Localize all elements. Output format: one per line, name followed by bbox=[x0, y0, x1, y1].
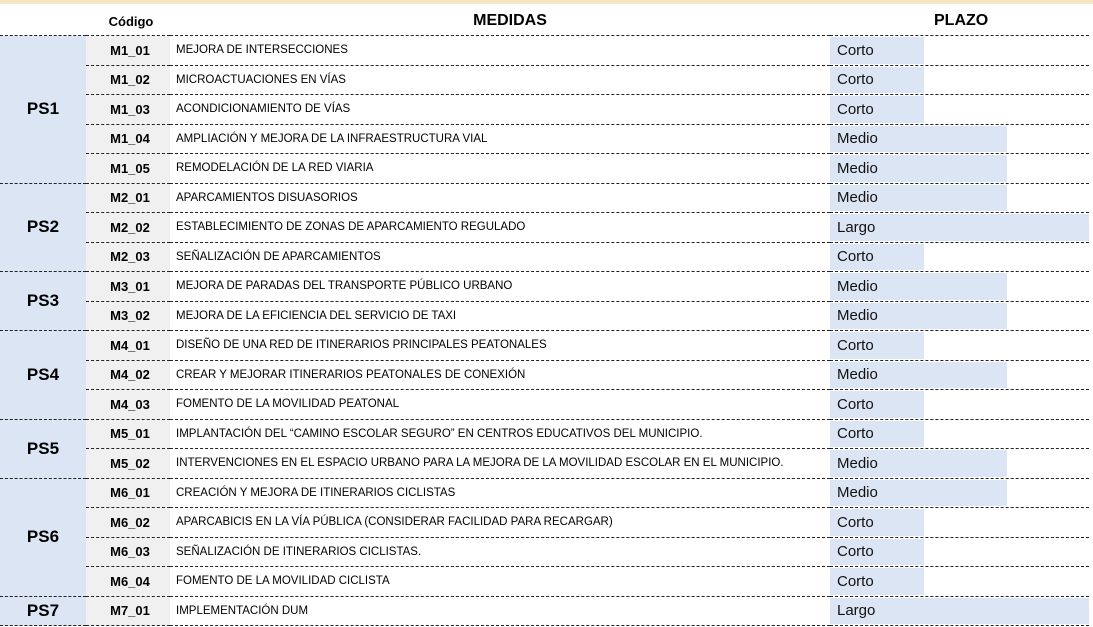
measure-code: M1_03 bbox=[86, 95, 170, 125]
plazo-label: Corto bbox=[837, 572, 874, 590]
ps-group-label: PS5 bbox=[0, 419, 86, 478]
measure-description: DISEÑO DE UNA RED DE ITINERARIOS PRINCIPALES PEATONALES bbox=[170, 331, 830, 361]
plazo-label: Corto bbox=[837, 425, 874, 443]
plazo-label: Medio bbox=[837, 159, 878, 177]
measure-description: MEJORA DE INTERSECCIONES bbox=[170, 36, 830, 66]
plazo-cell bbox=[830, 95, 1089, 125]
plazo-cell bbox=[830, 508, 1089, 538]
measure-code: M1_05 bbox=[86, 154, 170, 184]
plazo-label: Largo bbox=[837, 602, 876, 620]
plazo-label: Medio bbox=[837, 307, 878, 325]
measure-description: INTERVENCIONES EN EL ESPACIO URBANO PARA LA MEJORA DE LA MOVILIDAD ESCOLAR EN EL MUNICIPIO. bbox=[170, 449, 830, 479]
measure-code: M3_02 bbox=[86, 301, 170, 331]
measure-code: M6_02 bbox=[86, 508, 170, 538]
table-row bbox=[0, 390, 1089, 420]
table-row bbox=[0, 419, 1089, 449]
table-row bbox=[0, 124, 1089, 154]
table-row bbox=[0, 537, 1089, 567]
plazo-label: Medio bbox=[837, 130, 878, 148]
table-row bbox=[0, 183, 1089, 213]
header-plazo: PLAZO bbox=[830, 7, 1089, 36]
plazo-label: Corto bbox=[837, 395, 874, 413]
plazo-cell bbox=[830, 567, 1089, 597]
plazo-cell bbox=[830, 596, 1089, 626]
plazo-label: Corto bbox=[837, 248, 874, 266]
plazo-cell bbox=[830, 301, 1089, 331]
ps-group-label: PS3 bbox=[0, 272, 86, 331]
measure-description: CREAR Y MEJORAR ITINERARIOS PEATONALES DE CONEXIÓN bbox=[170, 360, 830, 390]
plazo-cell bbox=[830, 390, 1089, 420]
measure-code: M3_01 bbox=[86, 272, 170, 302]
table-row bbox=[0, 301, 1089, 331]
plazo-label: Corto bbox=[837, 336, 874, 354]
table-row bbox=[0, 331, 1089, 361]
table-row bbox=[0, 95, 1089, 125]
plazo-cell bbox=[830, 36, 1089, 66]
table-header-row bbox=[0, 7, 1089, 36]
plazo-label: Medio bbox=[837, 189, 878, 207]
measure-description: CREACIÓN Y MEJORA DE ITINERARIOS CICLISTAS bbox=[170, 478, 830, 508]
measure-description: MICROACTUACIONES EN VÍAS bbox=[170, 65, 830, 95]
plazo-label: Corto bbox=[837, 71, 874, 89]
plazo-cell bbox=[830, 360, 1089, 390]
measure-description: IMPLEMENTACIÓN DUM bbox=[170, 596, 830, 626]
measure-description: APARCAMIENTOS DISUASORIOS bbox=[170, 183, 830, 213]
plazo-cell bbox=[830, 272, 1089, 302]
table-row bbox=[0, 242, 1089, 272]
measure-description: MEJORA DE PARADAS DEL TRANSPORTE PÚBLICO URBANO bbox=[170, 272, 830, 302]
ps-group-label: PS2 bbox=[0, 183, 86, 272]
table-row bbox=[0, 449, 1089, 479]
measure-code: M2_03 bbox=[86, 242, 170, 272]
plazo-cell bbox=[830, 65, 1089, 95]
plazo-cell bbox=[830, 213, 1089, 243]
plazo-label: Corto bbox=[837, 543, 874, 561]
measure-code: M4_01 bbox=[86, 331, 170, 361]
table-row bbox=[0, 154, 1089, 184]
table-row bbox=[0, 508, 1089, 538]
measure-description: SEÑALIZACIÓN DE APARCAMIENTOS bbox=[170, 242, 830, 272]
header-blank bbox=[0, 7, 86, 36]
measure-code: M5_01 bbox=[86, 419, 170, 449]
plazo-label: Corto bbox=[837, 513, 874, 531]
medidas-table bbox=[0, 7, 1089, 626]
table-row bbox=[0, 478, 1089, 508]
measure-code: M1_01 bbox=[86, 36, 170, 66]
plazo-cell bbox=[830, 419, 1089, 449]
measure-code: M6_04 bbox=[86, 567, 170, 597]
plazo-label: Medio bbox=[837, 454, 878, 472]
plazo-cell bbox=[830, 478, 1089, 508]
plazo-label: Corto bbox=[837, 41, 874, 59]
measure-code: M5_02 bbox=[86, 449, 170, 479]
measure-description: AMPLIACIÓN Y MEJORA DE LA INFRAESTRUCTURA VIAL bbox=[170, 124, 830, 154]
measure-code: M4_03 bbox=[86, 390, 170, 420]
table-row bbox=[0, 213, 1089, 243]
measure-code: M4_02 bbox=[86, 360, 170, 390]
measure-description: APARCABICIS EN LA VÍA PÚBLICA (CONSIDERAR FACILIDAD PARA RECARGAR) bbox=[170, 508, 830, 538]
plazo-label: Medio bbox=[837, 484, 878, 502]
ps-group-label: PS7 bbox=[0, 596, 86, 626]
measure-code: M1_02 bbox=[86, 65, 170, 95]
plazo-cell bbox=[830, 537, 1089, 567]
ps-group-label: PS6 bbox=[0, 478, 86, 596]
table-row bbox=[0, 567, 1089, 597]
plazo-cell bbox=[830, 331, 1089, 361]
measure-code: M1_04 bbox=[86, 124, 170, 154]
measure-code: M6_01 bbox=[86, 478, 170, 508]
measure-description: ACONDICIONAMIENTO DE VÍAS bbox=[170, 95, 830, 125]
measure-code: M2_01 bbox=[86, 183, 170, 213]
header-medidas: MEDIDAS bbox=[170, 7, 830, 36]
table-row bbox=[0, 360, 1089, 390]
table-row bbox=[0, 65, 1089, 95]
measure-description: IMPLANTACIÓN DEL “CAMINO ESCOLAR SEGURO” EN CENTROS EDUCATIVOS DEL MUNICIPIO. bbox=[170, 419, 830, 449]
plazo-label: Medio bbox=[837, 277, 878, 295]
plazo-label: Largo bbox=[837, 218, 876, 236]
measure-description: FOMENTO DE LA MOVILIDAD CICLISTA bbox=[170, 567, 830, 597]
table-row bbox=[0, 272, 1089, 302]
measure-description: SEÑALIZACIÓN DE ITINERARIOS CICLISTAS. bbox=[170, 537, 830, 567]
plazo-cell bbox=[830, 154, 1089, 184]
plazo-label: Corto bbox=[837, 100, 874, 118]
measure-code: M2_02 bbox=[86, 213, 170, 243]
header-codigo: Código bbox=[86, 7, 170, 36]
plazo-cell bbox=[830, 183, 1089, 213]
measure-code: M6_03 bbox=[86, 537, 170, 567]
plazo-cell bbox=[830, 124, 1089, 154]
plazo-cell bbox=[830, 449, 1089, 479]
measure-description: FOMENTO DE LA MOVILIDAD PEATONAL bbox=[170, 390, 830, 420]
table-row bbox=[0, 36, 1089, 66]
table-body bbox=[0, 36, 1089, 626]
measure-description: REMODELACIÓN DE LA RED VIARIA bbox=[170, 154, 830, 184]
measure-code: M7_01 bbox=[86, 596, 170, 626]
ps-group-label: PS4 bbox=[0, 331, 86, 420]
ps-group-label: PS1 bbox=[0, 36, 86, 184]
table-row bbox=[0, 596, 1089, 626]
measure-description: MEJORA DE LA EFICIENCIA DEL SERVICIO DE TAXI bbox=[170, 301, 830, 331]
top-accent-line bbox=[0, 0, 1093, 4]
plazo-cell bbox=[830, 242, 1089, 272]
plazo-label: Medio bbox=[837, 366, 878, 384]
measure-description: ESTABLECIMIENTO DE ZONAS DE APARCAMIENTO REGULADO bbox=[170, 213, 830, 243]
